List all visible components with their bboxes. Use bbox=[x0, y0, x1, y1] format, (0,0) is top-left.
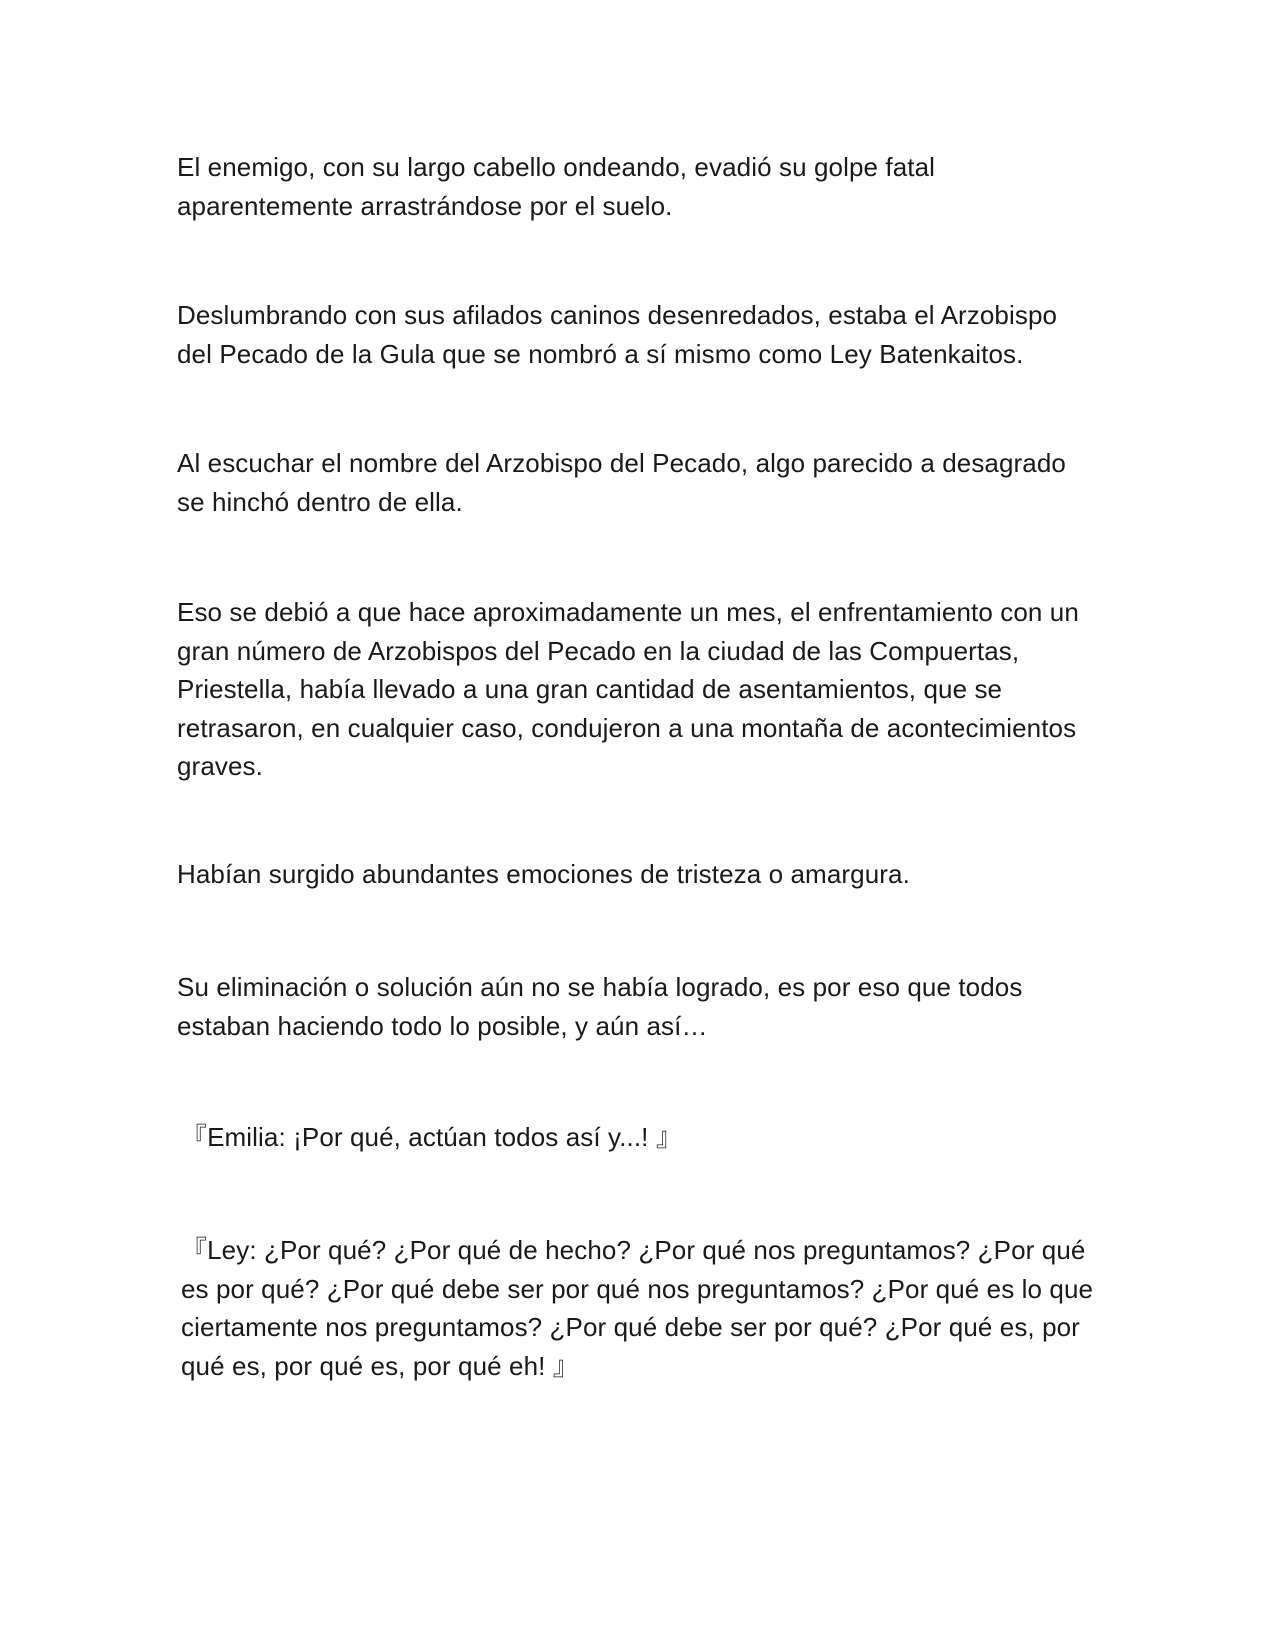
paragraph-displeasure: Al escuchar el nombre del Arzobispo del Pecado, algo parecido a desagrado se hinchó dentro de ella. bbox=[177, 448, 1066, 517]
paragraph-enemy-evades: El enemigo, con su largo cabello ondeando, evadió su golpe fatal aparentemente arrastrándose por el suelo. bbox=[177, 152, 936, 221]
paragraph-elimination: Su eliminación o solución aún no se había logrado, es por eso que todos estaban haciendo todo lo posible, y aún así… bbox=[177, 972, 1023, 1041]
dialogue-ley: 『Ley: ¿Por qué? ¿Por qué de hecho? ¿Por qué nos preguntamos? ¿Por qué es por qué? ¿Por qué debe ser por qué nos preguntamos? ¿Por qué es lo que ciertamente nos preguntamos? ¿Por qué debe ser por qué? ¿Por qué es, por qué es, por qué es, por qué eh! 』 bbox=[181, 1235, 1094, 1381]
paragraph-priestella-battle: Eso se debió a que hace aproximadamente un mes, el enfrentamiento con un gran número de Arzobispos del Pecado en la ciudad de las Compuertas, Priestella, había llevado a una gran cantidad de asentamientos, que se retrasaron, en cualquier caso, condujeron a una montaña de acontecimientos graves. bbox=[177, 597, 1079, 781]
paragraph-emotions: Habían surgido abundantes emociones de tristeza o amargura. bbox=[177, 859, 910, 889]
paragraph-archbishop-gluttony: Deslumbrando con sus afilados caninos desenredados, estaba el Arzobispo del Pecado de la Gula que se nombró a sí mismo como Ley Batenkaitos. bbox=[177, 300, 1058, 369]
dialogue-emilia: 『Emilia: ¡Por qué, actúan todos así y...! 』 bbox=[181, 1122, 682, 1152]
